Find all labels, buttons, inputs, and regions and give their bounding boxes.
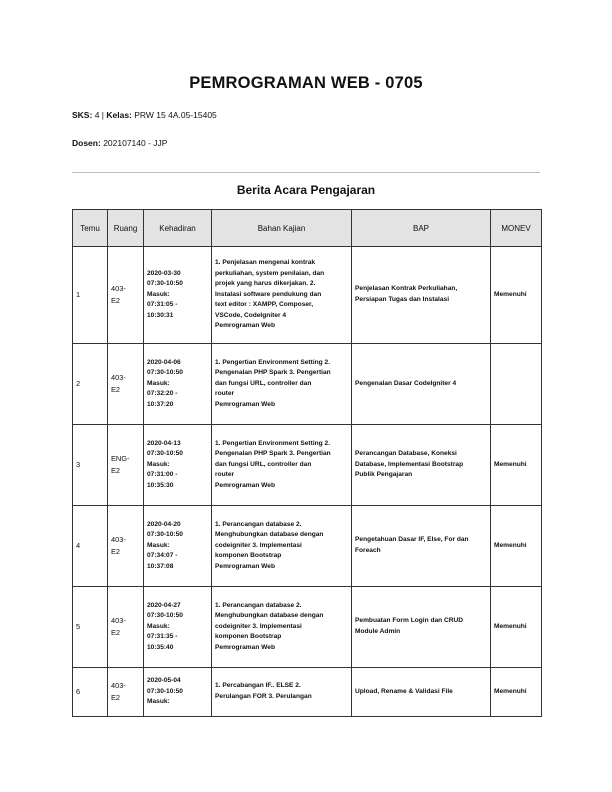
cell-ruang-line: E2 [111, 628, 121, 637]
cell-kehadiran [144, 247, 212, 344]
cell-kehadiran-line: 07:30-10:50 [147, 687, 183, 695]
cell-ruang [108, 425, 144, 506]
cell-kehadiran-line: 2020-05-04 [147, 677, 181, 685]
header-monev: MONEV [491, 210, 542, 247]
cell-bahan-kajian-line: Pengenalan PHP Spark 3. Pengertian [215, 450, 331, 458]
cell-bahan-kajian-line: 1. Perancangan database 2. [215, 601, 302, 609]
header-bahan-kajian: Bahan Kajian [212, 210, 352, 247]
table-row [73, 587, 542, 668]
cell-kehadiran-line: Masuk: [147, 460, 170, 468]
cell-bahan-kajian-line: codeigniter 3. Implementasi [215, 622, 302, 630]
cell-bahan-kajian-line: Perulangan FOR 3. Perulangan [215, 693, 312, 700]
cell-bap [352, 587, 491, 668]
cell-bahan-kajian-line: 1. Penjelasan mengenai kontrak [215, 258, 316, 266]
cell-bap-line: Publik Pengajaran [355, 471, 413, 479]
cell-bap-line: Pembuatan Form Login dan CRUD [355, 617, 464, 625]
cell-kehadiran-line: 10:35:40 [147, 643, 174, 651]
table-row [73, 506, 542, 587]
cell-bap [352, 344, 491, 425]
cell-temu: 6 [73, 668, 108, 717]
cell-ruang-line: 403- [111, 681, 126, 690]
cell-bahan-kajian-line: 1. Perancangan database 2. [215, 520, 302, 528]
cell-bahan-kajian-line: 1. Percabangan IF.. ELSE 2. [215, 682, 301, 690]
cell-bahan-kajian-line: text editor : XAMPP, Composer, [215, 301, 314, 309]
cell-kehadiran-line: 2020-04-13 [147, 439, 181, 447]
cell-kehadiran-line: 07:30-10:50 [147, 369, 183, 377]
cell-kehadiran-line: 07:30-10:50 [147, 450, 183, 458]
cell-monev: Memenuhi [491, 587, 542, 668]
cell-kehadiran-line: Masuk: [147, 698, 170, 706]
cell-kehadiran [144, 668, 212, 717]
table-row [73, 425, 542, 506]
cell-bahan-kajian [212, 506, 352, 587]
cell-bahan-kajian-line: perkuliahan, system penilaian, dan [215, 269, 325, 277]
cell-bap-line: Pengenalan Dasar CodeIgniter 4 [355, 379, 457, 387]
cell-ruang-line: E2 [111, 693, 121, 702]
cell-kehadiran-line: 10:30:31 [147, 311, 174, 319]
cell-kehadiran-line: 07:30-10:50 [147, 612, 183, 620]
cell-ruang [108, 247, 144, 344]
table-row [73, 344, 542, 425]
cell-bahan-kajian-line: Pengenalan PHP Spark 3. Pengertian [215, 369, 331, 377]
cell-monev: Memenuhi [491, 668, 542, 717]
cell-bap-line: Module Admin [355, 628, 401, 635]
cell-ruang-line: E2 [111, 466, 121, 475]
cell-bahan-kajian-line: router [215, 390, 235, 398]
cell-bahan-kajian-line: Menghubungkan database dengan [215, 612, 324, 620]
cell-kehadiran-line: 07:31:00 - [147, 471, 178, 479]
cell-monev [491, 344, 542, 425]
cell-kehadiran-line: 2020-03-30 [147, 269, 181, 277]
cell-ruang-line: 403- [111, 284, 126, 293]
kelas-value: PRW 15 4A.05-15405 [134, 110, 217, 120]
cell-kehadiran-line: 10:37:20 [147, 400, 174, 408]
cell-kehadiran [144, 425, 212, 506]
cell-bahan-kajian-line: komponen Bootstrap [215, 633, 282, 641]
dosen-label: Dosen: [72, 138, 101, 148]
cell-bahan-kajian-line: Pemrograman Web [215, 562, 275, 570]
cell-bahan-kajian [212, 247, 352, 344]
cell-kehadiran-line: 07:30-10:50 [147, 280, 183, 288]
cell-bahan-kajian [212, 587, 352, 668]
cell-ruang [108, 506, 144, 587]
cell-kehadiran-line: 10:37:08 [147, 562, 174, 570]
cell-kehadiran-line: 2020-04-20 [147, 520, 181, 528]
cell-bahan-kajian-line: Pemrograman Web [215, 322, 275, 330]
cell-bahan-kajian-line: Menghubungkan database dengan [215, 531, 324, 539]
cell-temu: 1 [73, 247, 108, 344]
cell-ruang-line: 403- [111, 373, 126, 382]
header-ruang: Ruang [108, 210, 144, 247]
cell-temu: 5 [73, 587, 108, 668]
cell-kehadiran-line: Masuk: [147, 379, 170, 387]
course-title: PEMROGRAMAN WEB - 0705 [189, 74, 423, 92]
cell-ruang-line: 403- [111, 535, 126, 544]
divider [72, 172, 540, 173]
cell-bahan-kajian [212, 344, 352, 425]
header-temu: Temu [73, 210, 108, 247]
cell-bahan-kajian-line: Instalasi software pendukung dan [215, 290, 322, 298]
cell-kehadiran-line: 2020-04-27 [147, 601, 181, 609]
table-header-row [73, 210, 542, 247]
cell-kehadiran-line: Masuk: [147, 290, 170, 298]
cell-bahan-kajian-line: Pemrograman Web [215, 481, 275, 489]
cell-bahan-kajian-line: projek yang harus dikerjakan. 2. [215, 280, 316, 288]
cell-kehadiran [144, 344, 212, 425]
cell-kehadiran-line: 07:32:20 - [147, 390, 178, 398]
cell-ruang [108, 668, 144, 717]
cell-bap [352, 506, 491, 587]
section-title: Berita Acara Pengajaran [236, 183, 376, 197]
cell-kehadiran [144, 506, 212, 587]
cell-temu: 2 [73, 344, 108, 425]
cell-ruang [108, 587, 144, 668]
cell-kehadiran [144, 587, 212, 668]
cell-kehadiran-line: 07:31:05 - [147, 301, 178, 309]
cell-bahan-kajian-line: komponen Bootstrap [215, 552, 282, 560]
cell-bap [352, 247, 491, 344]
sks-value: 4 | [94, 110, 107, 120]
cell-ruang-line: E2 [111, 547, 121, 556]
cell-kehadiran-line: 07:31:35 - [147, 633, 178, 641]
cell-kehadiran-line: 2020-04-06 [147, 358, 181, 366]
cell-kehadiran-line: 10:35:30 [147, 481, 174, 489]
cell-bap-line: Perancangan Database, Koneksi [355, 450, 457, 458]
sks-kelas-line [72, 110, 217, 120]
cell-ruang-line: E2 [111, 385, 121, 394]
header-kehadiran: Kehadiran [144, 210, 212, 247]
cell-bahan-kajian-line: Pemrograman Web [215, 400, 275, 408]
cell-ruang [108, 344, 144, 425]
header-bap: BAP [352, 210, 491, 247]
cell-bahan-kajian-line: dan fungsi URL, controller dan [215, 460, 312, 468]
cell-bahan-kajian-line: router [215, 471, 235, 479]
cell-kehadiran-line: 07:30-10:50 [147, 531, 183, 539]
cell-bap-line: Pengetahuan Dasar IF, Else, For dan [355, 536, 469, 544]
cell-bahan-kajian-line: 1. Pengertian Environment Setting 2. [215, 439, 331, 447]
cell-monev: Memenuhi [491, 425, 542, 506]
cell-bahan-kajian-line: VSCode, CodeIgniter 4 [215, 311, 287, 319]
cell-bap-line: Penjelasan Kontrak Perkuliahan, [355, 285, 458, 293]
cell-bahan-kajian-line: 1. Pengertian Environment Setting 2. [215, 358, 331, 366]
cell-bap [352, 668, 491, 717]
sks-label: SKS: [72, 110, 93, 120]
dosen-value: 202107140 - JJP [103, 138, 168, 148]
cell-bahan-kajian [212, 668, 352, 717]
cell-bap-line: Persiapan Tugas dan Instalasi [355, 296, 450, 303]
cell-monev: Memenuhi [491, 247, 542, 344]
cell-bahan-kajian [212, 425, 352, 506]
cell-ruang-line: 403- [111, 616, 126, 625]
cell-ruang-line: ENG- [111, 454, 130, 463]
bap-table [72, 209, 542, 717]
cell-bahan-kajian-line: dan fungsi URL, controller dan [215, 379, 312, 387]
table-row [73, 247, 542, 344]
cell-temu: 4 [73, 506, 108, 587]
cell-kehadiran-line: Masuk: [147, 622, 170, 630]
cell-bap-line: Foreach [355, 547, 381, 554]
cell-bap-line: Database, Implementasi Bootstrap [355, 460, 464, 468]
cell-monev: Memenuhi [491, 506, 542, 587]
cell-bahan-kajian-line: Pemrograman Web [215, 643, 275, 651]
cell-kehadiran-line: 07:34:07 - [147, 552, 178, 560]
cell-temu: 3 [73, 425, 108, 506]
dosen-line [72, 138, 167, 148]
cell-ruang-line: E2 [111, 296, 121, 305]
cell-bap [352, 425, 491, 506]
kelas-label: Kelas: [106, 110, 132, 120]
cell-bahan-kajian-line: codeigniter 3. Implementasi [215, 541, 302, 549]
cell-bap-line: Upload, Rename & Validasi File [355, 687, 453, 695]
cell-kehadiran-line: Masuk: [147, 541, 170, 549]
table-row [73, 668, 542, 717]
